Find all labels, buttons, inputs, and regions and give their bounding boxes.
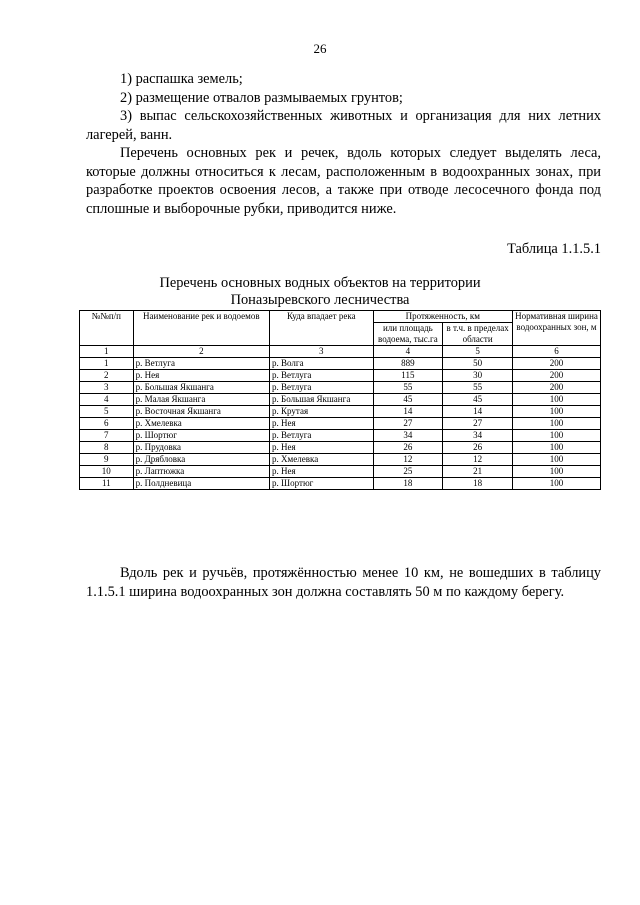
column-number: 1 <box>80 346 134 358</box>
cell-width: 200 <box>513 382 601 394</box>
cell-name: р. Дрябловка <box>133 454 269 466</box>
cell-num: 5 <box>80 406 134 418</box>
cell-num: 2 <box>80 370 134 382</box>
cell-destination: р. Большая Якшанга <box>270 394 373 406</box>
table-row <box>80 478 601 490</box>
cell-destination: р. Хмелевка <box>270 454 373 466</box>
cell-in-region: 26 <box>443 442 513 454</box>
cell-width: 100 <box>513 454 601 466</box>
header-name: Наименование рек и водоемов <box>133 311 269 346</box>
table-row <box>80 454 601 466</box>
cell-num: 1 <box>80 358 134 370</box>
cell-destination: р. Нея <box>270 442 373 454</box>
cell-in-region: 21 <box>443 466 513 478</box>
intro-item: 2) размещение отвалов размываемых грунтов; <box>120 89 403 106</box>
header-num: №№п/п <box>80 311 134 346</box>
cell-width: 100 <box>513 442 601 454</box>
cell-destination: р. Ветлуга <box>270 430 373 442</box>
cell-num: 10 <box>80 466 134 478</box>
cell-destination: р. Нея <box>270 466 373 478</box>
cell-in-region: 18 <box>443 478 513 490</box>
column-number: 6 <box>513 346 601 358</box>
intro-item: 3) выпас сельскохозяйственных животных и организация для них летних лагерей, ванн. <box>86 108 601 143</box>
cell-name: р. Прудовка <box>133 442 269 454</box>
table-row <box>80 418 601 430</box>
cell-in-region: 12 <box>443 454 513 466</box>
cell-length: 55 <box>373 382 443 394</box>
table-title <box>0 275 640 309</box>
cell-in-region: 45 <box>443 394 513 406</box>
cell-name: р. Лаптюжка <box>133 466 269 478</box>
intro-text <box>86 70 601 218</box>
table-row <box>80 406 601 418</box>
cell-in-region: 27 <box>443 418 513 430</box>
cell-name: р. Полдневица <box>133 478 269 490</box>
cell-length: 14 <box>373 406 443 418</box>
table-caption: Таблица 1.1.5.1 <box>507 241 601 257</box>
cell-width: 200 <box>513 370 601 382</box>
cell-name: р. Шортюг <box>133 430 269 442</box>
cell-width: 100 <box>513 394 601 406</box>
cell-destination: р. Шортюг <box>270 478 373 490</box>
cell-num: 9 <box>80 454 134 466</box>
cell-name: р. Хмелевка <box>133 418 269 430</box>
cell-length: 34 <box>373 430 443 442</box>
cell-width: 100 <box>513 430 601 442</box>
cell-name: р. Восточная Якшанга <box>133 406 269 418</box>
column-number: 2 <box>133 346 269 358</box>
column-number: 5 <box>443 346 513 358</box>
cell-length: 18 <box>373 478 443 490</box>
cell-width: 100 <box>513 478 601 490</box>
table-row <box>80 466 601 478</box>
cell-width: 100 <box>513 406 601 418</box>
column-number: 4 <box>373 346 443 358</box>
cell-num: 3 <box>80 382 134 394</box>
header-in-region: в т.ч. в пределах области <box>443 323 513 346</box>
cell-length: 12 <box>373 454 443 466</box>
cell-name: р. Нея <box>133 370 269 382</box>
cell-length: 889 <box>373 358 443 370</box>
table-title-line: Перечень основных водных объектов на территории <box>159 275 481 291</box>
header-destination: Куда впадает река <box>270 311 373 346</box>
cell-num: 11 <box>80 478 134 490</box>
column-number: 3 <box>270 346 373 358</box>
cell-length: 115 <box>373 370 443 382</box>
cell-num: 8 <box>80 442 134 454</box>
cell-in-region: 30 <box>443 370 513 382</box>
cell-num: 7 <box>80 430 134 442</box>
cell-length: 27 <box>373 418 443 430</box>
cell-destination: р. Нея <box>270 418 373 430</box>
intro-item: 1) распашка земель; <box>120 71 243 87</box>
header-length-group: Протяженность, км <box>373 311 512 323</box>
cell-length: 25 <box>373 466 443 478</box>
cell-destination: р. Ветлуга <box>270 382 373 394</box>
header-width: Нормативная ширина водоохранных зон, м <box>513 311 601 346</box>
cell-name: р. Ветлуга <box>133 358 269 370</box>
table-row <box>80 358 601 370</box>
outro-paragraph: Вдоль рек и ручьёв, протяжённостью менее 10 км, не вошедших в таблицу 1.1.5.1 ширина водоохранных зон должна составлять 50 м по каждому берегу. <box>86 565 601 600</box>
cell-name: р. Малая Якшанга <box>133 394 269 406</box>
cell-in-region: 55 <box>443 382 513 394</box>
cell-width: 200 <box>513 358 601 370</box>
cell-name: р. Большая Якшанга <box>133 382 269 394</box>
cell-num: 6 <box>80 418 134 430</box>
cell-destination: р. Крутая <box>270 406 373 418</box>
column-number-row <box>80 346 601 358</box>
cell-length: 45 <box>373 394 443 406</box>
table-row <box>80 394 601 406</box>
page-number: 26 <box>313 41 327 56</box>
cell-width: 100 <box>513 418 601 430</box>
header-length: или площадь водоема, тыс.га <box>373 323 443 346</box>
cell-in-region: 50 <box>443 358 513 370</box>
cell-in-region: 34 <box>443 430 513 442</box>
table-row <box>80 430 601 442</box>
cell-destination: р. Волга <box>270 358 373 370</box>
table-row <box>80 442 601 454</box>
table-title-line: Поназыревского лесничества <box>230 292 410 308</box>
intro-paragraph: Перечень основных рек и речек, вдоль которых следует выделять леса, которые должны относиться к лесам, расположенным в водоохранных зонах, при разработке проектов освоения лесов, а также при отводе лесосечного фонда под сплошные и выборочные рубки, приводится ниже. <box>86 145 601 217</box>
table-row <box>80 382 601 394</box>
cell-in-region: 14 <box>443 406 513 418</box>
table-row <box>80 370 601 382</box>
cell-width: 100 <box>513 466 601 478</box>
water-objects-table <box>79 310 601 490</box>
outro-text <box>86 564 601 601</box>
cell-destination: р. Ветлуга <box>270 370 373 382</box>
cell-length: 26 <box>373 442 443 454</box>
cell-num: 4 <box>80 394 134 406</box>
